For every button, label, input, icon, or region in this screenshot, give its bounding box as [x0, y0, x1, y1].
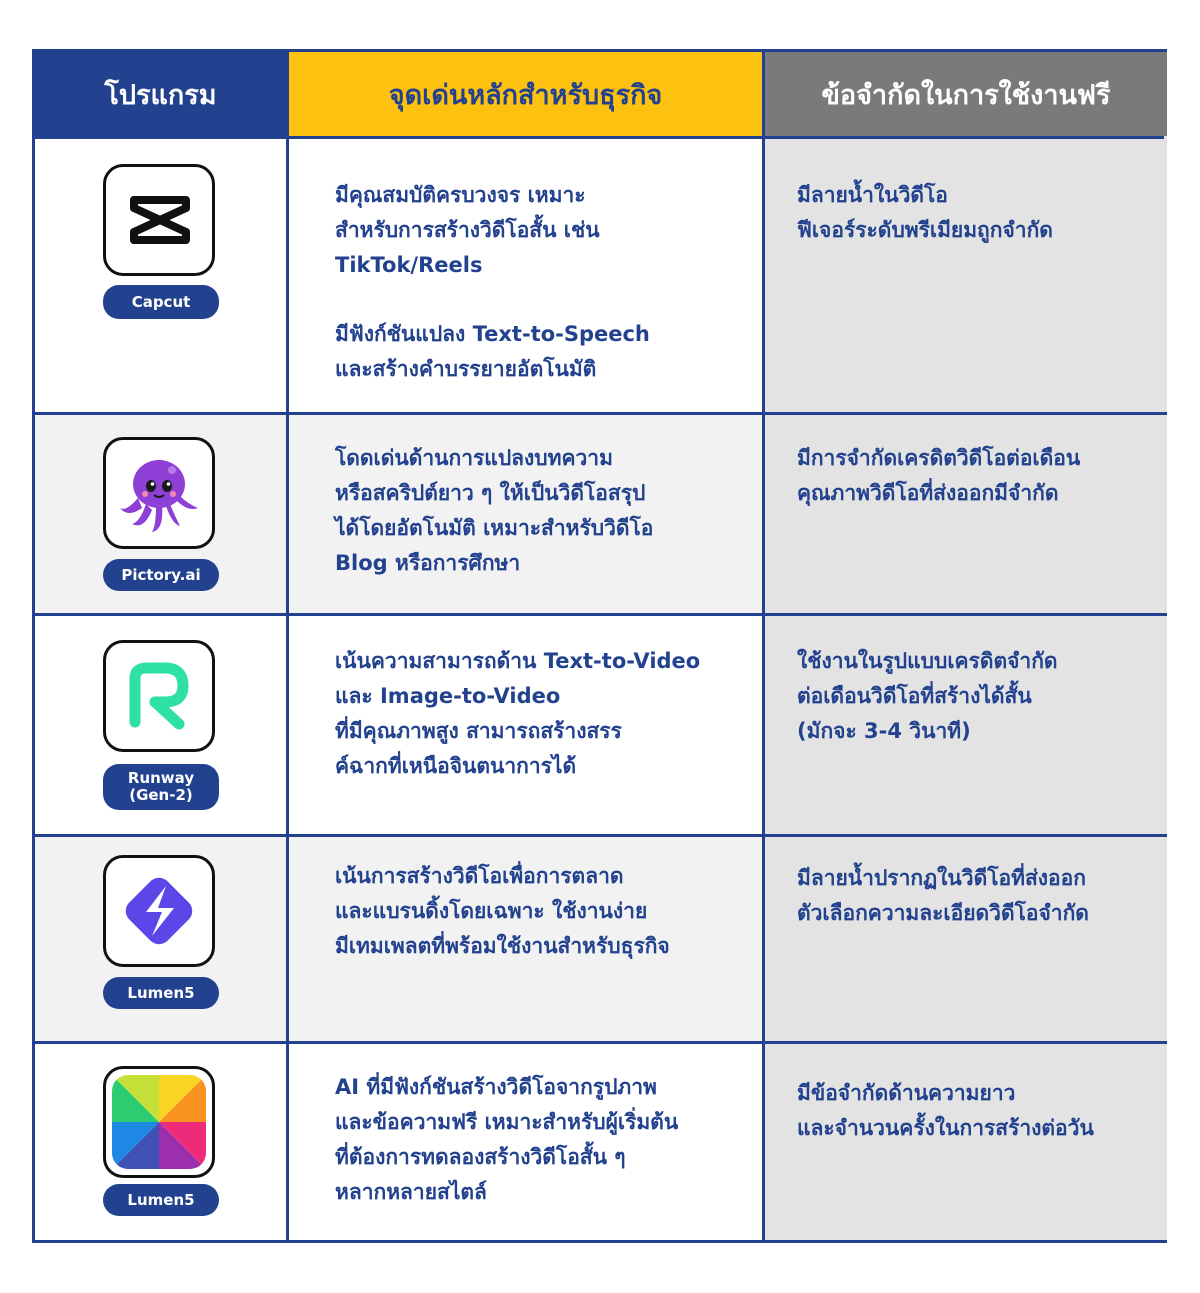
limit-cell — [765, 136, 1167, 412]
badge-line-1: Runway — [127, 769, 195, 787]
highlight-text: โดดเด่นด้านการแปลงบทความ หรือสคริปต์ยาว ๆ ให้เป็นวิดีโอสรุป ได้โดยอัตโนมัติ เหมาะสำหรับวิดีโอ Blog หรือการศึกษา — [335, 446, 654, 575]
program-cell — [35, 837, 286, 1041]
limit-cell — [765, 837, 1167, 1041]
pictory-octopus-icon — [103, 437, 215, 549]
limit-text: มีข้อจำกัดด้านความยาว และจำนวนครั้งในการสร้างต่อวัน — [797, 1081, 1094, 1140]
program-cell — [35, 1044, 286, 1240]
highlight-text: เน้นการสร้างวิดีโอเพื่อการตลาด และแบรนดิ้งโดยเฉพาะ ใช้งานง่าย มีเทมเพลตที่พร้อมใช้งานสำหรับธุรกิจ — [335, 864, 670, 958]
table-row-capcut — [35, 136, 1164, 412]
color-wheel-logo-icon — [103, 1066, 215, 1178]
header-limit: ข้อจำกัดในการใช้งานฟรี — [765, 52, 1167, 136]
limit-text: มีการจำกัดเครดิตวิดีโอต่อเดือน คุณภาพวิดีโอที่ส่งออกมีจำกัด — [797, 446, 1081, 505]
table-row-pictory — [35, 415, 1164, 613]
program-badge: Pictory.ai — [103, 559, 219, 591]
limit-text: มีลายน้ำในวิดีโอ ฟีเจอร์ระดับพรีเมียมถูกจำกัด — [797, 183, 1053, 242]
program-badge — [103, 764, 219, 810]
program-badge: Capcut — [103, 285, 219, 319]
highlight-cell — [289, 837, 762, 1041]
column-divider — [286, 52, 289, 1240]
highlight-cell — [289, 136, 762, 412]
highlight-text: เน้นความสามารถด้าน Text-to-Video และ Image-to-Video ที่มีคุณภาพสูง สามารถสร้างสรร ค์ฉากที่เหนือจินตนาการได้ — [335, 649, 701, 778]
program-badge: Lumen5 — [103, 977, 219, 1009]
limit-text: ใช้งานในรูปแบบเครดิตจำกัด ต่อเดือนวิดีโอที่สร้างได้สั้น (มักจะ 3-4 วินาที) — [797, 649, 1058, 743]
highlight-cell — [289, 616, 762, 834]
limit-cell — [765, 1044, 1167, 1240]
limit-cell — [765, 415, 1167, 613]
program-cell — [35, 136, 286, 412]
runway-logo-icon — [103, 640, 215, 752]
program-badge: Lumen5 — [103, 1184, 219, 1216]
limit-text: มีลายน้ำปรากฏในวิดีโอที่ส่งออก ตัวเลือกความละเอียดวิดีโอจำกัด — [797, 866, 1089, 925]
program-cell — [35, 616, 286, 834]
table-row-runway — [35, 616, 1164, 834]
highlight-text: AI ที่มีฟังก์ชันสร้างวิดีโอจากรูปภาพ และข้อความฟรี เหมาะสำหรับผู้เริ่มต้น ที่ต้องการทดลองสร้างวิดีโอสั้น ๆ หลากหลายสไตล์ — [335, 1075, 679, 1204]
limit-cell — [765, 616, 1167, 834]
table-row-colorwheel — [35, 1044, 1164, 1240]
highlight-text-2: มีฟังก์ชันแปลง Text-to-Speech และสร้างคำบรรยายอัตโนมัติ — [335, 322, 650, 381]
comparison-table — [32, 49, 1167, 1243]
table-row-lumen5 — [35, 837, 1164, 1041]
lumen5-logo-icon — [103, 855, 215, 967]
header-highlight: จุดเด่นหลักสำหรับธุรกิจ — [289, 52, 762, 136]
highlight-text: มีคุณสมบัติครบวงจร เหมาะ สำหรับการสร้างวิดีโอสั้น เช่น TikTok/Reels — [335, 183, 600, 277]
program-cell — [35, 415, 286, 613]
highlight-cell — [289, 1044, 762, 1240]
highlight-cell — [289, 415, 762, 613]
badge-line-2: (Gen-2) — [129, 786, 193, 804]
header-program: โปรแกรม — [35, 52, 286, 136]
column-divider — [762, 52, 765, 1240]
header-divider — [35, 136, 1164, 139]
capcut-logo-icon — [103, 164, 215, 276]
